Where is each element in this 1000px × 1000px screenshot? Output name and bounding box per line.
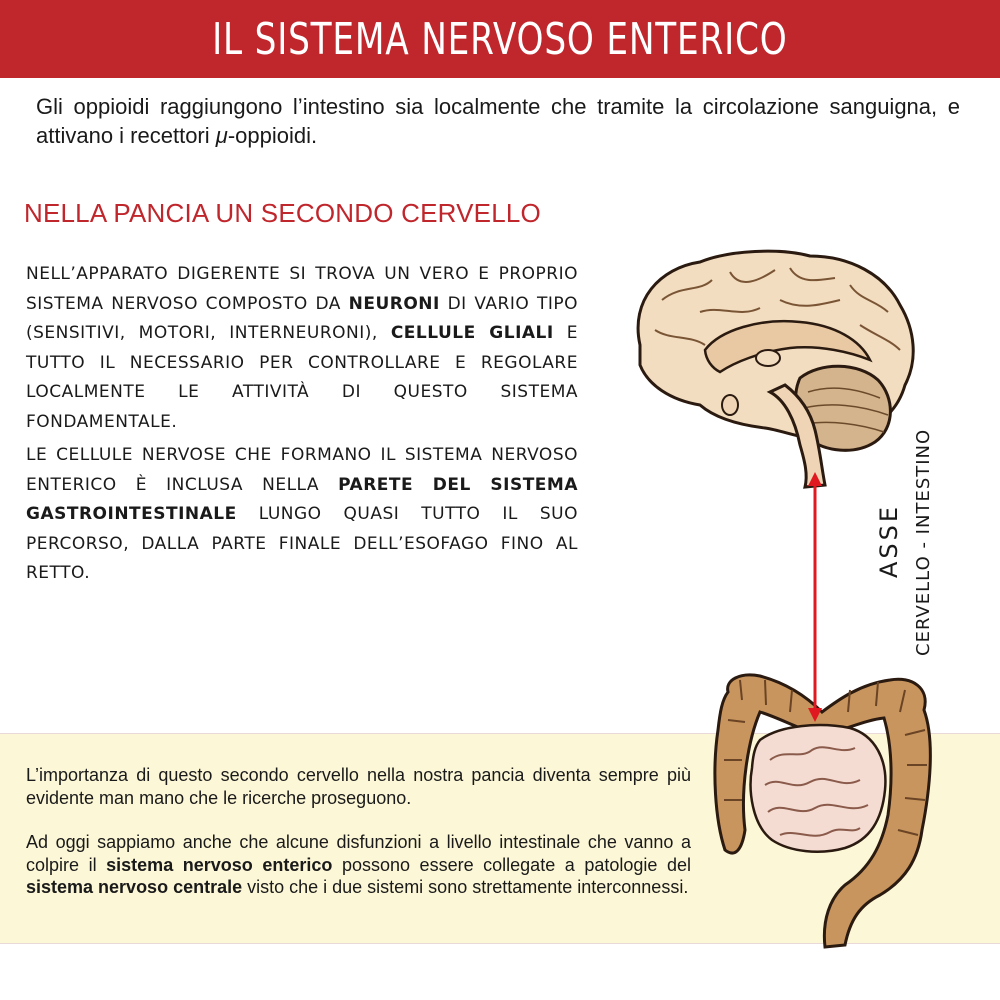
- p1-text-1: NELL’APPARATO DIGERENTE SI TROVA UN VERO E PROPRIO SISTEMA NERVOSO COMPOSTO DA: [26, 264, 578, 314]
- p1-bold-neuroni: NEURONI: [348, 293, 440, 314]
- intestine-illustration: [715, 675, 930, 947]
- intro-text-before: Gli oppioidi raggiungono l’intestino sia localmente che tramite la circolazione sanguigna, e attivano i recettori: [36, 94, 960, 148]
- p2-text-2: LUNGO QUASI TUTTO IL SUO PERCORSO, DALLA PARTE FINALE DELL’ESOFAGO FINO AL RETTO.: [26, 504, 578, 583]
- axis-label-line-2: CERVELLO - INTESTINO: [913, 428, 934, 656]
- section-paragraph-2: [26, 441, 578, 589]
- band-p2-text-2: possono essere collegate a patologie del: [332, 854, 691, 875]
- band-paragraph-2: [26, 831, 691, 899]
- title-banner: [0, 0, 1000, 78]
- p1-bold-cellule-gliali: CELLULE GLIALI: [390, 323, 554, 343]
- band-p2-text-3: visto che i due sistemi sono strettamente interconnessi.: [242, 877, 689, 897]
- intro-paragraph: [36, 92, 960, 150]
- intro-text-after: -oppioidi.: [227, 123, 318, 148]
- band-p2-text-1: Ad oggi sappiamo anche che alcune disfunzioni a livello intestinale che vanno a colpire il: [26, 832, 691, 875]
- double-arrow-icon: [808, 472, 822, 722]
- p1-text-2: DI VARIO TIPO (SENSITIVI, MOTORI, INTERNEURONI),: [26, 293, 578, 343]
- page-title: IL SISTEMA NERVOSO ENTERICO: [212, 13, 788, 65]
- p2-bold-parete: PARETE DEL SISTEMA GASTROINTESTINALE: [26, 474, 578, 524]
- section-paragraph-1: [26, 260, 578, 437]
- p1-text-3: E TUTTO IL NECESSARIO PER CONTROLLARE E REGOLARE LOCALMENTE LE ATTIVITÀ DI QUESTO SISTEMA FONDAMENTALE.: [26, 323, 578, 432]
- section-title: NELLA PANCIA UN SECONDO CERVELLO: [24, 198, 541, 228]
- band-p2-bold-centrale: sistema nervoso centrale: [26, 877, 243, 897]
- mu-symbol: μ: [215, 123, 228, 148]
- axis-label: [855, 400, 975, 670]
- axis-label-line-1: ASSE: [875, 503, 903, 578]
- band-p2-bold-enterico: sistema nervoso enterico: [106, 854, 333, 875]
- band-paragraph-1: L’importanza di questo secondo cervello nella nostra pancia diventa sempre più evidente man mano che le ricerche proseguono.: [26, 765, 691, 808]
- band-text: [26, 764, 691, 899]
- p2-text-1: LE CELLULE NERVOSE CHE FORMANO IL SISTEMA NERVOSO ENTERICO È INCLUSA NELLA: [26, 445, 578, 495]
